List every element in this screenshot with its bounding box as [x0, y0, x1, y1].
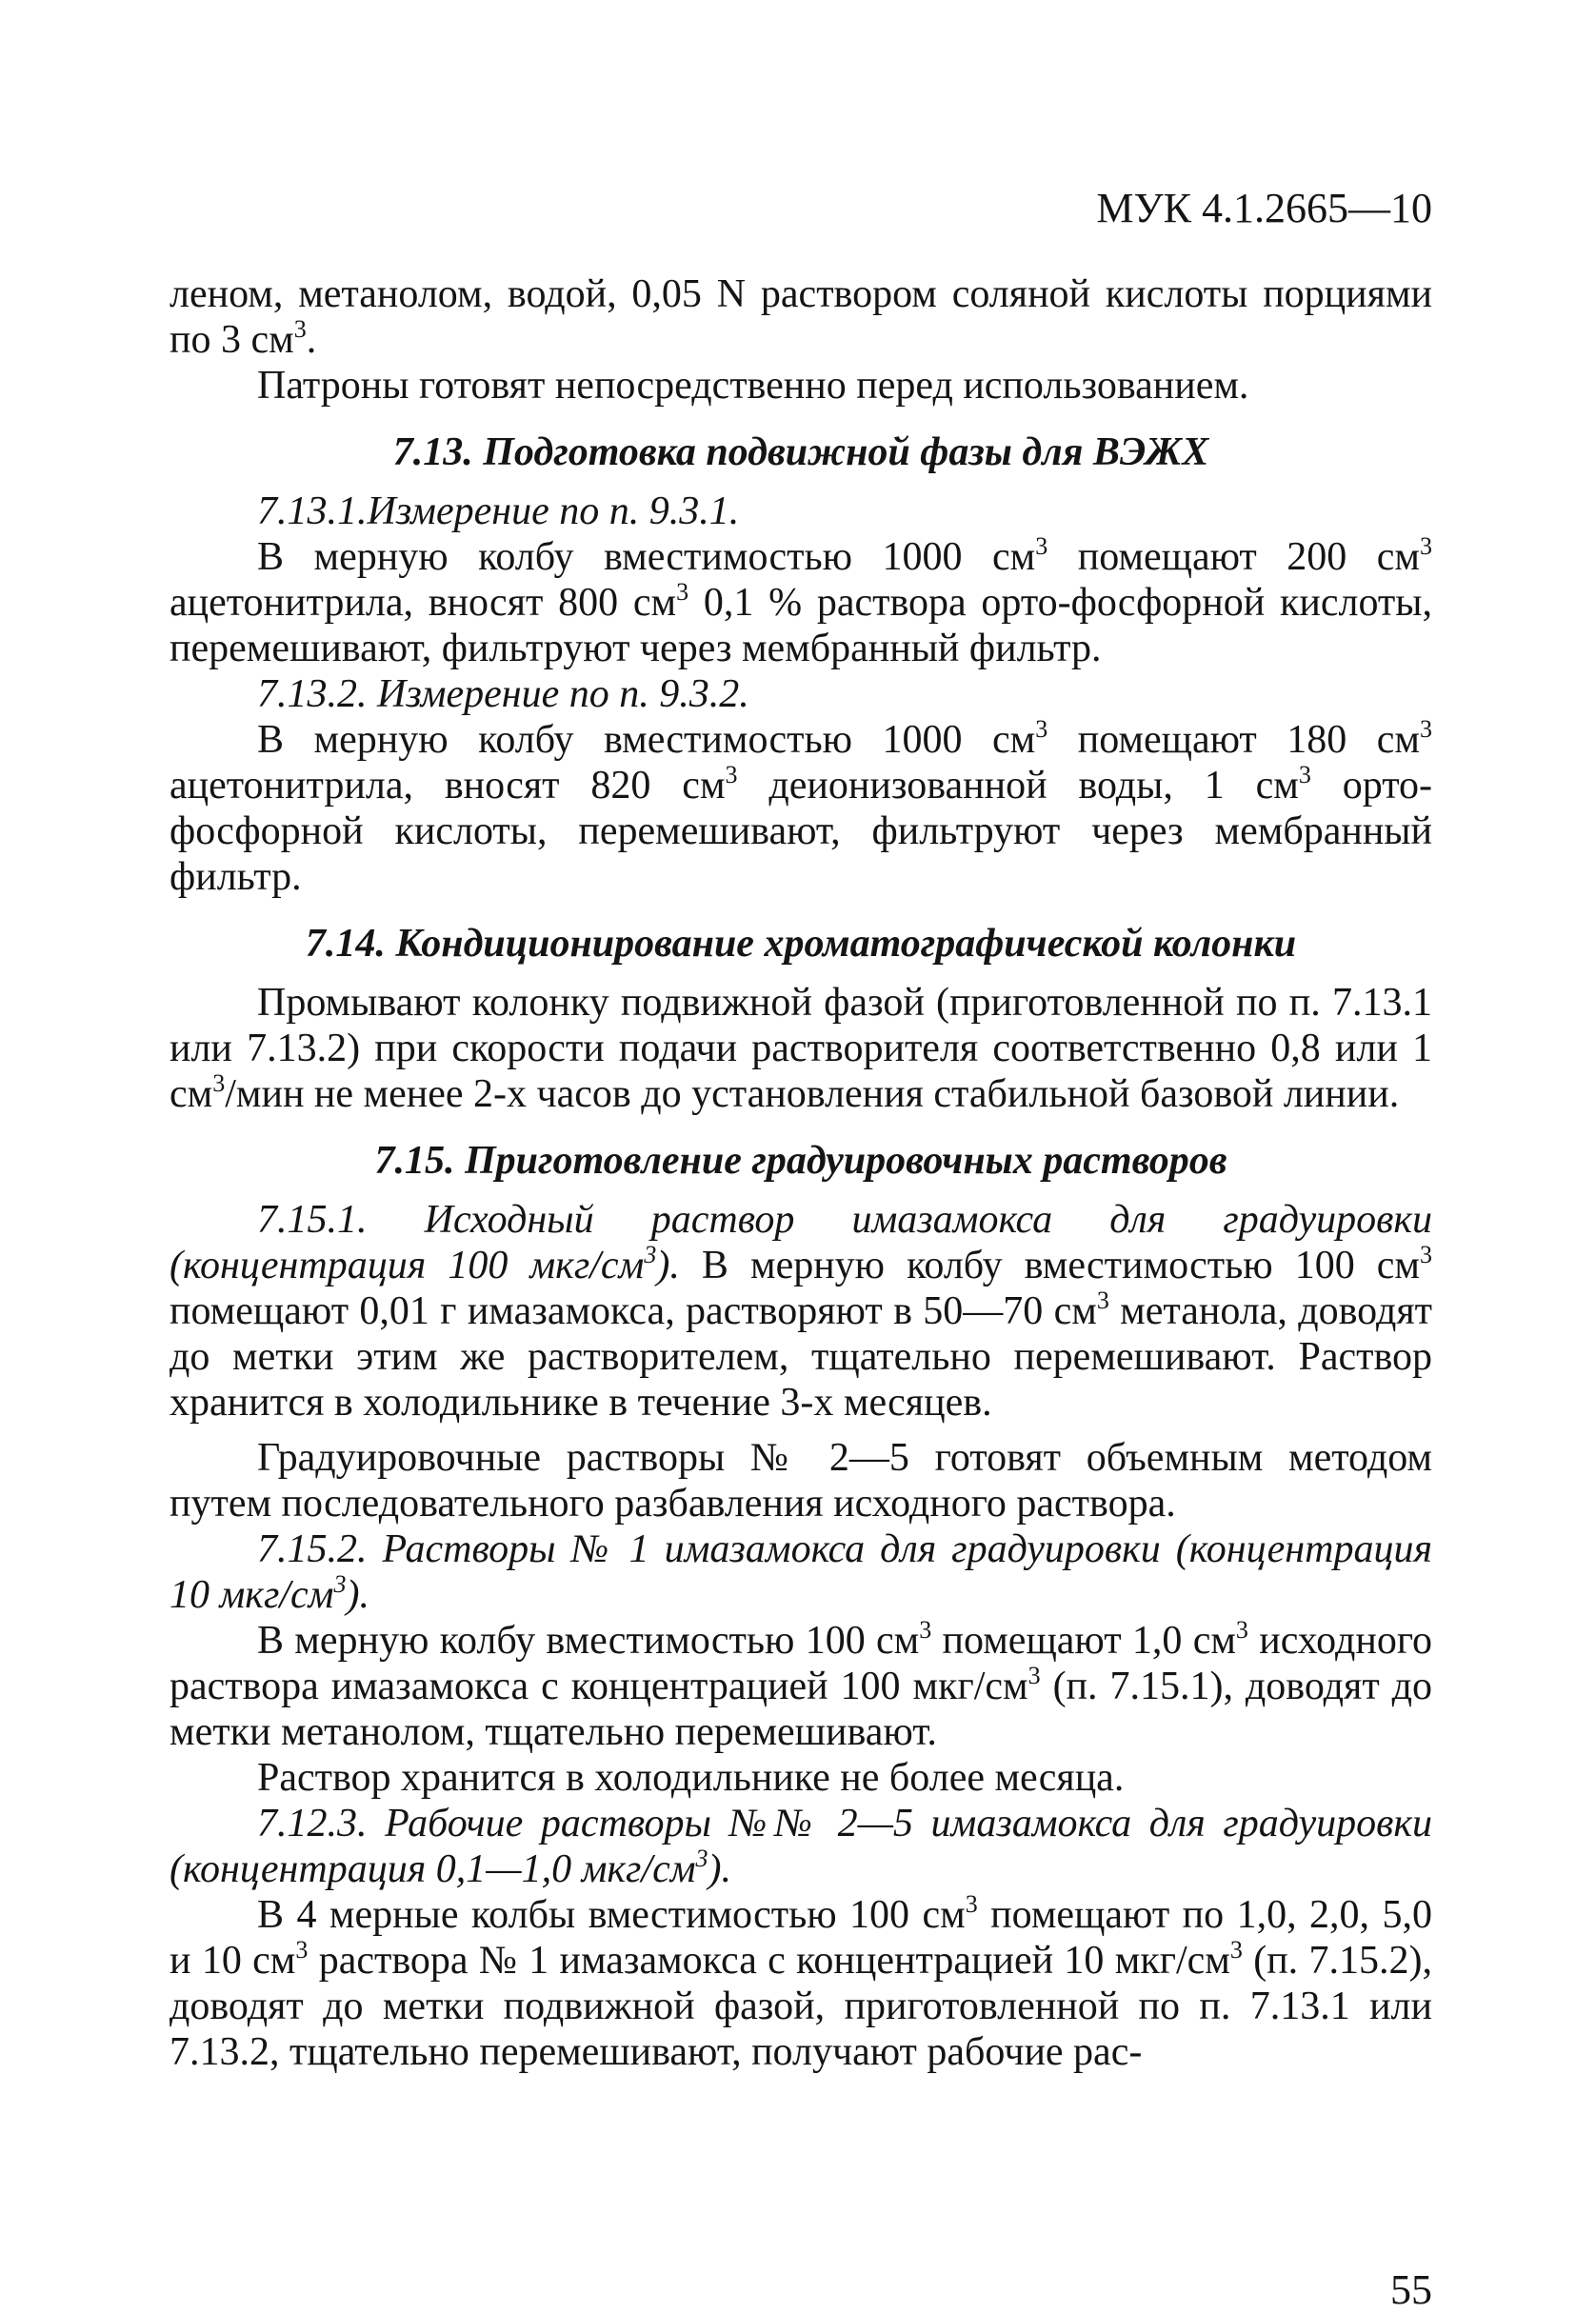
body-paragraph [170, 271, 1432, 363]
superscript-run: 3 [644, 1241, 657, 1268]
document-body [170, 271, 1432, 2075]
section-heading [170, 921, 1432, 967]
text-run: /мин не менее 2-х часов до установления стабильной базовой линии. [225, 1072, 1400, 1116]
superscript-run: 3 [1096, 1287, 1109, 1314]
text-run: 7.12.3. Рабочие растворы №№ 2—5 имазамокса для градуировки (концентрация 0,1—1,0 мкг/см [170, 1802, 1432, 1891]
text-run: В мерную колбу вместимостью 1000 см [257, 535, 1036, 579]
body-paragraph [170, 1618, 1432, 1755]
text-run: 7.15.2. Растворы № 1 имазамокса для градуировки (концентрация 10 мкг/см [170, 1527, 1432, 1617]
superscript-run: 3 [333, 1570, 347, 1598]
text-run: Градуировочные растворы № 2—5 готовят объемным методом путем последовательного разбавления исходного раствора. [170, 1436, 1432, 1526]
text-run: помещают 200 см [1047, 535, 1420, 579]
superscript-run: 3 [295, 1936, 309, 1964]
text-run: помещают по 1,0, 2,0, 5,0 и 10 см [170, 1893, 1432, 1983]
body-paragraph [170, 1197, 1432, 1426]
body-paragraph [170, 1435, 1432, 1526]
text-run: В мерную колбу вместимостью 1000 см [257, 718, 1036, 762]
text-run: метанола, доводят до метки этим же растворителем, тщательно перемешивают. Раствор хранится в холодильнике в течение 3-х месяцев. [170, 1289, 1433, 1425]
text-run: ). [656, 1244, 680, 1287]
text-run: ацетонитрила, вносят 820 см [170, 764, 726, 808]
body-paragraph [170, 363, 1432, 409]
text-run: помещают 1,0 см [931, 1619, 1236, 1663]
superscript-run: 3 [293, 315, 307, 343]
body-paragraph [170, 1755, 1432, 1801]
text-run: (п. 7.15.1), доводят до метки метанолом, тщательно перемешивают. [170, 1665, 1432, 1754]
text-run: 7.13.1.Измерение по п. 9.3.1. [257, 489, 740, 533]
superscript-run: 3 [1035, 532, 1048, 560]
text-run: Раствор хранится в холодильнике не более месяца. [257, 1756, 1125, 1800]
body-paragraph [170, 1526, 1432, 1618]
text-run: 7.14. Кондиционирование хроматографической колонки [305, 922, 1297, 966]
text-run: Патроны готовят непосредственно перед использованием. [257, 364, 1249, 408]
text-run: Промывают колонку подвижной фазой (приготовленной по п. 7.13.1 или 7.13.2) при скорости подачи растворителя соответственно 0,8 или 1 см [170, 981, 1432, 1116]
text-run: В 4 мерные колбы вместимостью 100 см [257, 1893, 966, 1937]
text-run: помещают 180 см [1047, 718, 1420, 762]
body-paragraph [170, 980, 1432, 1117]
text-run: деионизованной воды, 1 см [737, 764, 1299, 808]
body-paragraph [170, 489, 1432, 534]
superscript-run: 3 [1420, 715, 1432, 743]
body-paragraph [170, 1892, 1432, 2075]
superscript-run: 3 [1298, 761, 1311, 788]
superscript-run: 3 [1235, 1616, 1248, 1644]
section-heading [170, 1138, 1432, 1184]
section-heading [170, 429, 1432, 475]
superscript-run: 3 [1027, 1662, 1041, 1689]
body-paragraph [170, 534, 1432, 671]
body-paragraph [170, 1801, 1432, 1892]
text-run: В мерную колбу вместимостью 100 см [257, 1619, 920, 1663]
superscript-run: 3 [676, 578, 689, 606]
text-run: раствора № 1 имазамокса с концентрацией 10 мкг/см [308, 1939, 1230, 1983]
text-run: В мерную колбу вместимостью 100 см [679, 1244, 1420, 1287]
superscript-run: 3 [1035, 715, 1048, 743]
text-run: орто-фосфорной кислоты, перемешивают, фильтруют через мембранный фильтр. [170, 764, 1432, 899]
superscript-run: 3 [919, 1616, 932, 1644]
text-run: исходного раствора имазамокса с концентрацией 100 мкг/см [170, 1619, 1432, 1708]
page-number: 55 [1390, 2266, 1432, 2313]
text-run: ). [346, 1573, 369, 1617]
superscript-run: 3 [725, 761, 738, 788]
text-run: 7.13.2. Измерение по п. 9.3.2. [257, 672, 749, 716]
body-paragraph [170, 717, 1432, 900]
text-run: 0,1 % раствора орто-фосфорной кислоты, перемешивают, фильтруют через мембранный фильтр. [170, 581, 1432, 670]
text-run: ацетонитрила, вносят 800 см [170, 581, 677, 625]
text-run: 7.15. Приготовление градуировочных растворов [374, 1139, 1227, 1183]
text-run: ). [708, 1847, 732, 1891]
body-paragraph [170, 671, 1432, 717]
document-code-header: МУК 4.1.2665—10 [1096, 185, 1432, 231]
superscript-run: 3 [965, 1890, 978, 1918]
superscript-run: 3 [1420, 532, 1432, 560]
text-run: помещают 0,01 г имазамокса, растворяют в 50—70 см [170, 1289, 1097, 1333]
text-run: (п. 7.15.2), доводят до метки подвижной фазой, приготовленной по п. 7.13.1 или 7.13.2, тщательно перемешивают, получают рабочие рас- [170, 1939, 1433, 2074]
text-run: леном, метанолом, водой, 0,05 N раствором соляной кислоты порциями по 3 см [170, 272, 1432, 362]
superscript-run: 3 [1420, 1241, 1432, 1268]
superscript-run: 3 [1229, 1936, 1243, 1964]
text-run: 7.15.1. Исходный раствор имазамокса для градуировки (концентрация 100 мкг/см [170, 1198, 1432, 1287]
superscript-run: 3 [695, 1845, 708, 1872]
text-run: . [306, 318, 317, 362]
text-run: 7.13. Подготовка подвижной фазы для ВЭЖХ [392, 430, 1209, 474]
superscript-run: 3 [212, 1069, 226, 1097]
